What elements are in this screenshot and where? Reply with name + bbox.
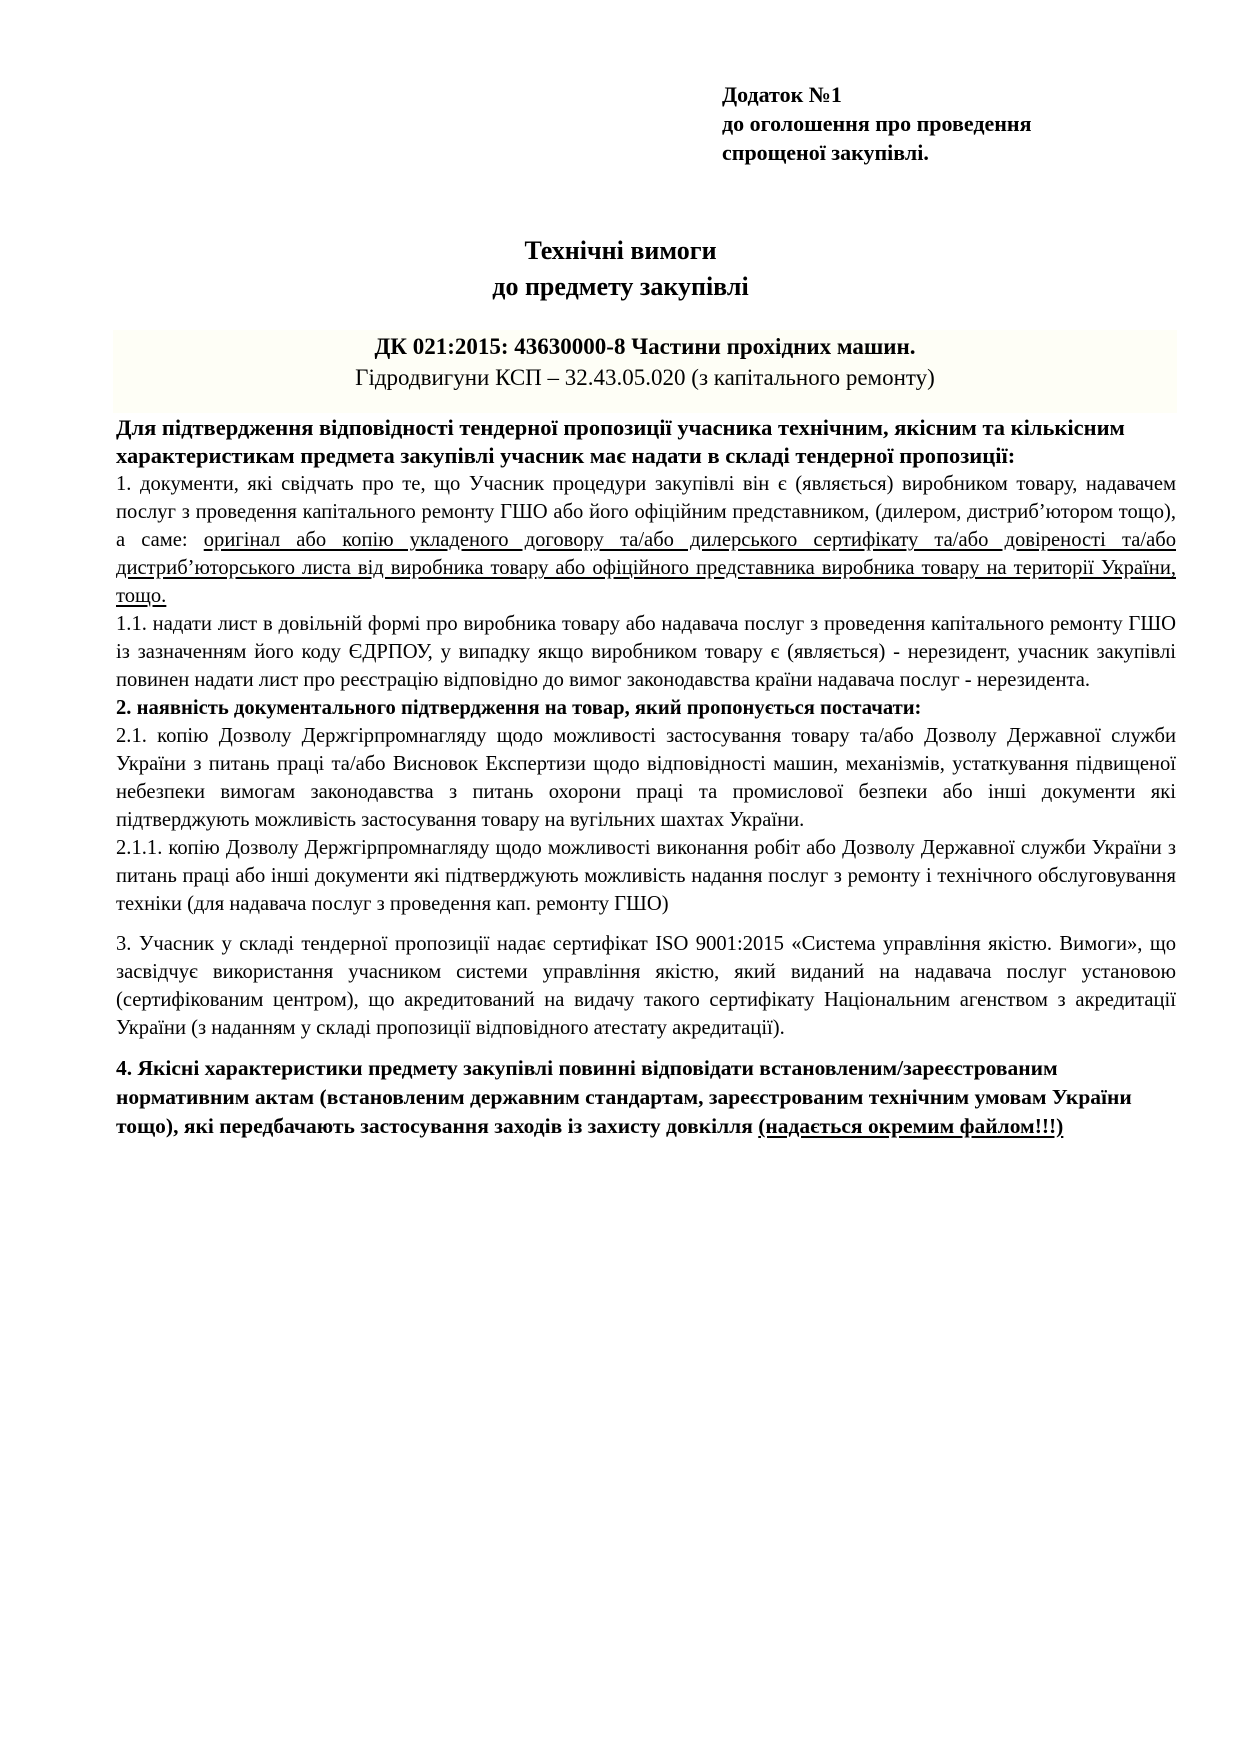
spacer <box>116 1042 1176 1054</box>
spacer <box>116 918 1176 930</box>
requirements-intro: Для підтвердження відповідності тендерної пропозиції учасника технічним, якісним та кількісним характеристикам предмета закупівлі учасник має надати в складі тендерної пропозиції: <box>116 415 1125 468</box>
requirements-body <box>116 414 1176 1141</box>
requirement-2-1-1: 2.1.1. копію Дозволу Держгірпромнагляду щодо можливості виконання робіт або Дозволу Державної служби України з питань праці або інші документи які підтверджують можливість надання послуг з ремонту і технічного обслуговування техніки (для надавача послуг з проведення кап. ремонту ГШО) <box>116 837 1176 915</box>
requirement-3: 3. Учасник у складі тендерної пропозиції надає сертифікат ISO 9001:2015 «Система управління якістю. Вимоги», що засвідчує використання учасником системи управління якістю, який виданий на надавача послуг установою (сертифікованим центром), що акредитований на видачу такого сертифікату Національним агенством з акредитації України (з наданням у складі пропозиції відповідного атестату акредитації). <box>116 933 1176 1039</box>
procurement-code-block <box>113 330 1177 413</box>
procurement-code: ДК 021:2015: 43630000-8 Частини прохідних машин. <box>374 334 916 359</box>
document-title <box>0 233 1241 305</box>
annex-number: Додаток №1 <box>722 82 842 107</box>
requirement-1-text: 1. документи, які свідчать про те, що Учасник процедури закупівлі він є (являється) виробником товару, надавачем послуг з проведення капітального ремонту ГШО або його офіційним представником, (дилером, дистриб’ютором тощо), а саме: <box>116 473 1176 551</box>
annex-line-3: спрощеної закупівлі. <box>722 140 929 165</box>
annex-line-2: до оголошення про проведення <box>722 111 1032 136</box>
requirement-4-text: 4. Якісні характеристики предмету закупівлі повинні відповідати встановленим/зареєстрованим нормативним актам (встановленим державним стандартам, зареєстрованим технічним умовам України тощо), які передбачають застосування заходів із захисту довкілля <box>116 1056 1132 1138</box>
title-line-1: Технічні вимоги <box>524 236 717 265</box>
requirement-1-1: 1.1. надати лист в довільній формі про виробника товару або надавача послуг з проведення капітального ремонту ГШО із зазначенням його коду ЄДРПОУ, у випадку якщо виробником товару є (являється) - нерезидент, учасник закупівлі повинен надати лист про реєстрацію відповідно до вимог законодавства країни надавача послуг - нерезидента. <box>116 613 1176 691</box>
procurement-item: Гідродвигуни КСП – 32.43.05.020 (з капітального ремонту) <box>355 365 935 390</box>
requirement-2: 2. наявність документального підтвердження на товар, який пропонується постачати: <box>116 697 922 719</box>
requirement-4-underlined: (надається окремим файлом!!!) <box>758 1114 1064 1138</box>
requirement-1 <box>116 470 1176 610</box>
requirement-4 <box>116 1054 1176 1141</box>
requirement-2-1: 2.1. копію Дозволу Держгірпромнагляду щодо можливості застосування товару та/або Дозволу Державної служби України з питань праці та/або Висновок Експертизи щодо відповідності машин, механізмів, устаткування підвищеної небезпеки вимогам законодавства з питань охорони праці та промислової безпеки або інші документи які підтверджують можливість застосування товару на вугільних шахтах України. <box>116 725 1176 831</box>
title-line-2: до предмету закупівлі <box>492 272 749 301</box>
requirement-1-underlined: оригінал або копію укладеного договору та/або дилерського сертифікату та/або довіреності та/або дистриб’юторського листа від виробника товару або офіційного представника виробника товару на території України, тощо. <box>116 529 1176 607</box>
annex-header <box>722 80 1202 167</box>
